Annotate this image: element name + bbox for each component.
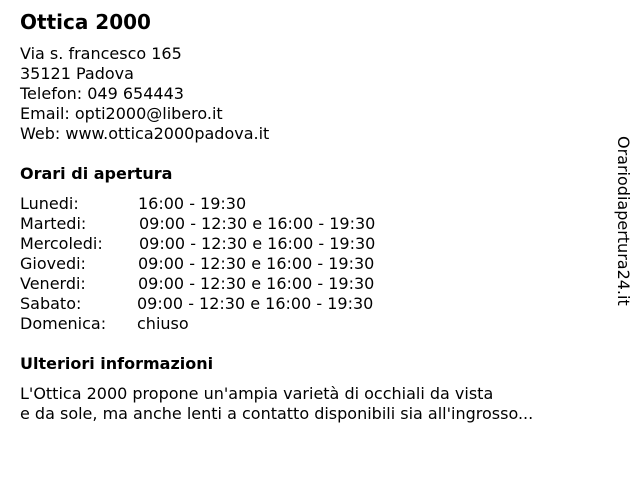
hours-time: 16:00 - 19:30 — [138, 194, 247, 213]
additional-info-heading: Ulteriori informazioni — [20, 354, 214, 373]
hours-time: 09:00 - 12:30 e 16:00 - 19:30 — [137, 294, 374, 313]
hours-day: Martedi: — [20, 214, 87, 233]
hours-time: 09:00 - 12:30 e 16:00 - 19:30 — [138, 274, 375, 293]
hours-time: 09:00 - 12:30 e 16:00 - 19:30 — [139, 234, 376, 253]
email-line: Email: opti2000@libero.it — [20, 104, 223, 123]
additional-info-text — [20, 384, 533, 424]
phone-line: Telefon: 049 654443 — [20, 84, 184, 103]
hours-day: Sabato: — [20, 294, 82, 313]
hours-time: chiuso — [137, 314, 189, 333]
hours-time: 09:00 - 12:30 e 16:00 - 19:30 — [139, 214, 376, 233]
address-line-2: 35121 Padova — [20, 64, 134, 83]
hours-day: Venerdi: — [20, 274, 86, 293]
address-line-1: Via s. francesco 165 — [20, 44, 182, 63]
info-line-1: L'Ottica 2000 propone un'ampia varietà di occhiali da vista — [20, 384, 494, 403]
info-line-2: e da sole, ma anche lenti a contatto disponibili sia all'ingrosso... — [20, 404, 534, 423]
contact-block — [20, 44, 269, 144]
web-line: Web: www.ottica2000padova.it — [20, 124, 270, 143]
hours-day: Lunedi: — [20, 194, 79, 213]
hours-day: Mercoledi: — [20, 234, 103, 253]
hours-day: Giovedi: — [20, 254, 86, 273]
business-name: Ottica 2000 — [20, 10, 151, 34]
site-watermark: Orariodiapertura24.it — [614, 136, 633, 306]
opening-hours-heading: Orari di apertura — [20, 164, 173, 183]
hours-day: Domenica: — [20, 314, 107, 333]
hours-time: 09:00 - 12:30 e 16:00 - 19:30 — [138, 254, 375, 273]
